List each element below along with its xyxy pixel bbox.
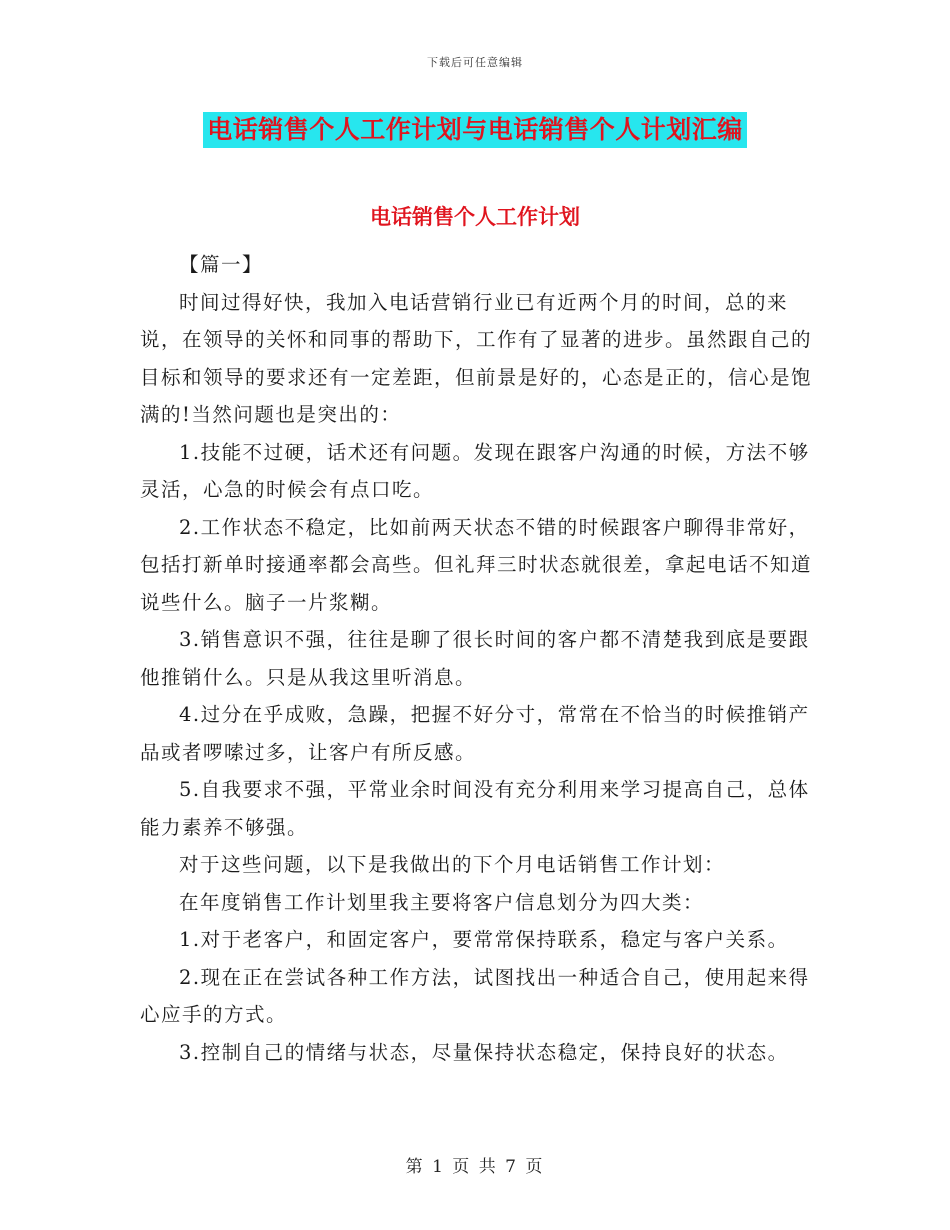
document-title: 电话销售个人工作计划与电话销售个人计划汇编 bbox=[203, 112, 747, 148]
paragraph: 在年度销售工作计划里我主要将客户信息划分为四大类： bbox=[179, 890, 705, 914]
main-title-container bbox=[0, 112, 950, 148]
document-body bbox=[140, 246, 812, 1071]
paragraph: 1.对于老客户，和固定客户，要常常保持联系，稳定与客户关系。 bbox=[179, 928, 789, 951]
paragraph: 2.现在正在尝试各种工作方法，试图找出一种适合自己，使用起来得心应手的方式。 bbox=[140, 965, 810, 1026]
paragraph: 时间过得好快，我加入电话营销行业已有近两个月的时间，总的来说，在领导的关怀和同事的帮助下，工作有了显著的进步。虽然跟自己的目标和领导的要求还有一定差距，但前景是好的，心态是正的，信心是饱满的!当然问题也是突出的： bbox=[140, 290, 813, 426]
page-footer: 第 1 页 共 7 页 bbox=[405, 1157, 545, 1177]
paragraph: 4.过分在乎成败，急躁，把握不好分寸，常常在不恰当的时候推销产品或者啰嗦过多，让客户有所反感。 bbox=[140, 703, 810, 764]
paragraph: 对于这些问题，以下是我做出的下个月电话销售工作计划： bbox=[179, 853, 726, 876]
paragraph: 3.控制自己的情绪与状态，尽量保持状态稳定，保持良好的状态。 bbox=[179, 1040, 789, 1064]
paragraph: 2.工作状态不稳定，比如前两天状态不错的时候跟客户聊得非常好，包括打新单时接通率都会高些。但礼拜三时状态就很差，拿起电话不知道说些什么。脑子一片浆糊。 bbox=[140, 515, 813, 614]
page-header-note: 下载后可任意编辑 bbox=[427, 56, 523, 69]
paragraph: 1.技能不过硬，话术还有问题。发现在跟客户沟通的时候，方法不够灵活，心急的时候会有点口吃。 bbox=[140, 440, 810, 501]
section-label: 【篇一】 bbox=[179, 253, 264, 276]
section-heading: 电话销售个人工作计划 bbox=[370, 205, 580, 229]
paragraph: 5.自我要求不强，平常业余时间没有充分利用来学习提高自己，总体能力素养不够强。 bbox=[140, 778, 810, 839]
paragraph: 3.销售意识不强，往往是聊了很长时间的客户都不清楚我到底是要跟他推销什么。只是从我这里听消息。 bbox=[140, 628, 810, 689]
